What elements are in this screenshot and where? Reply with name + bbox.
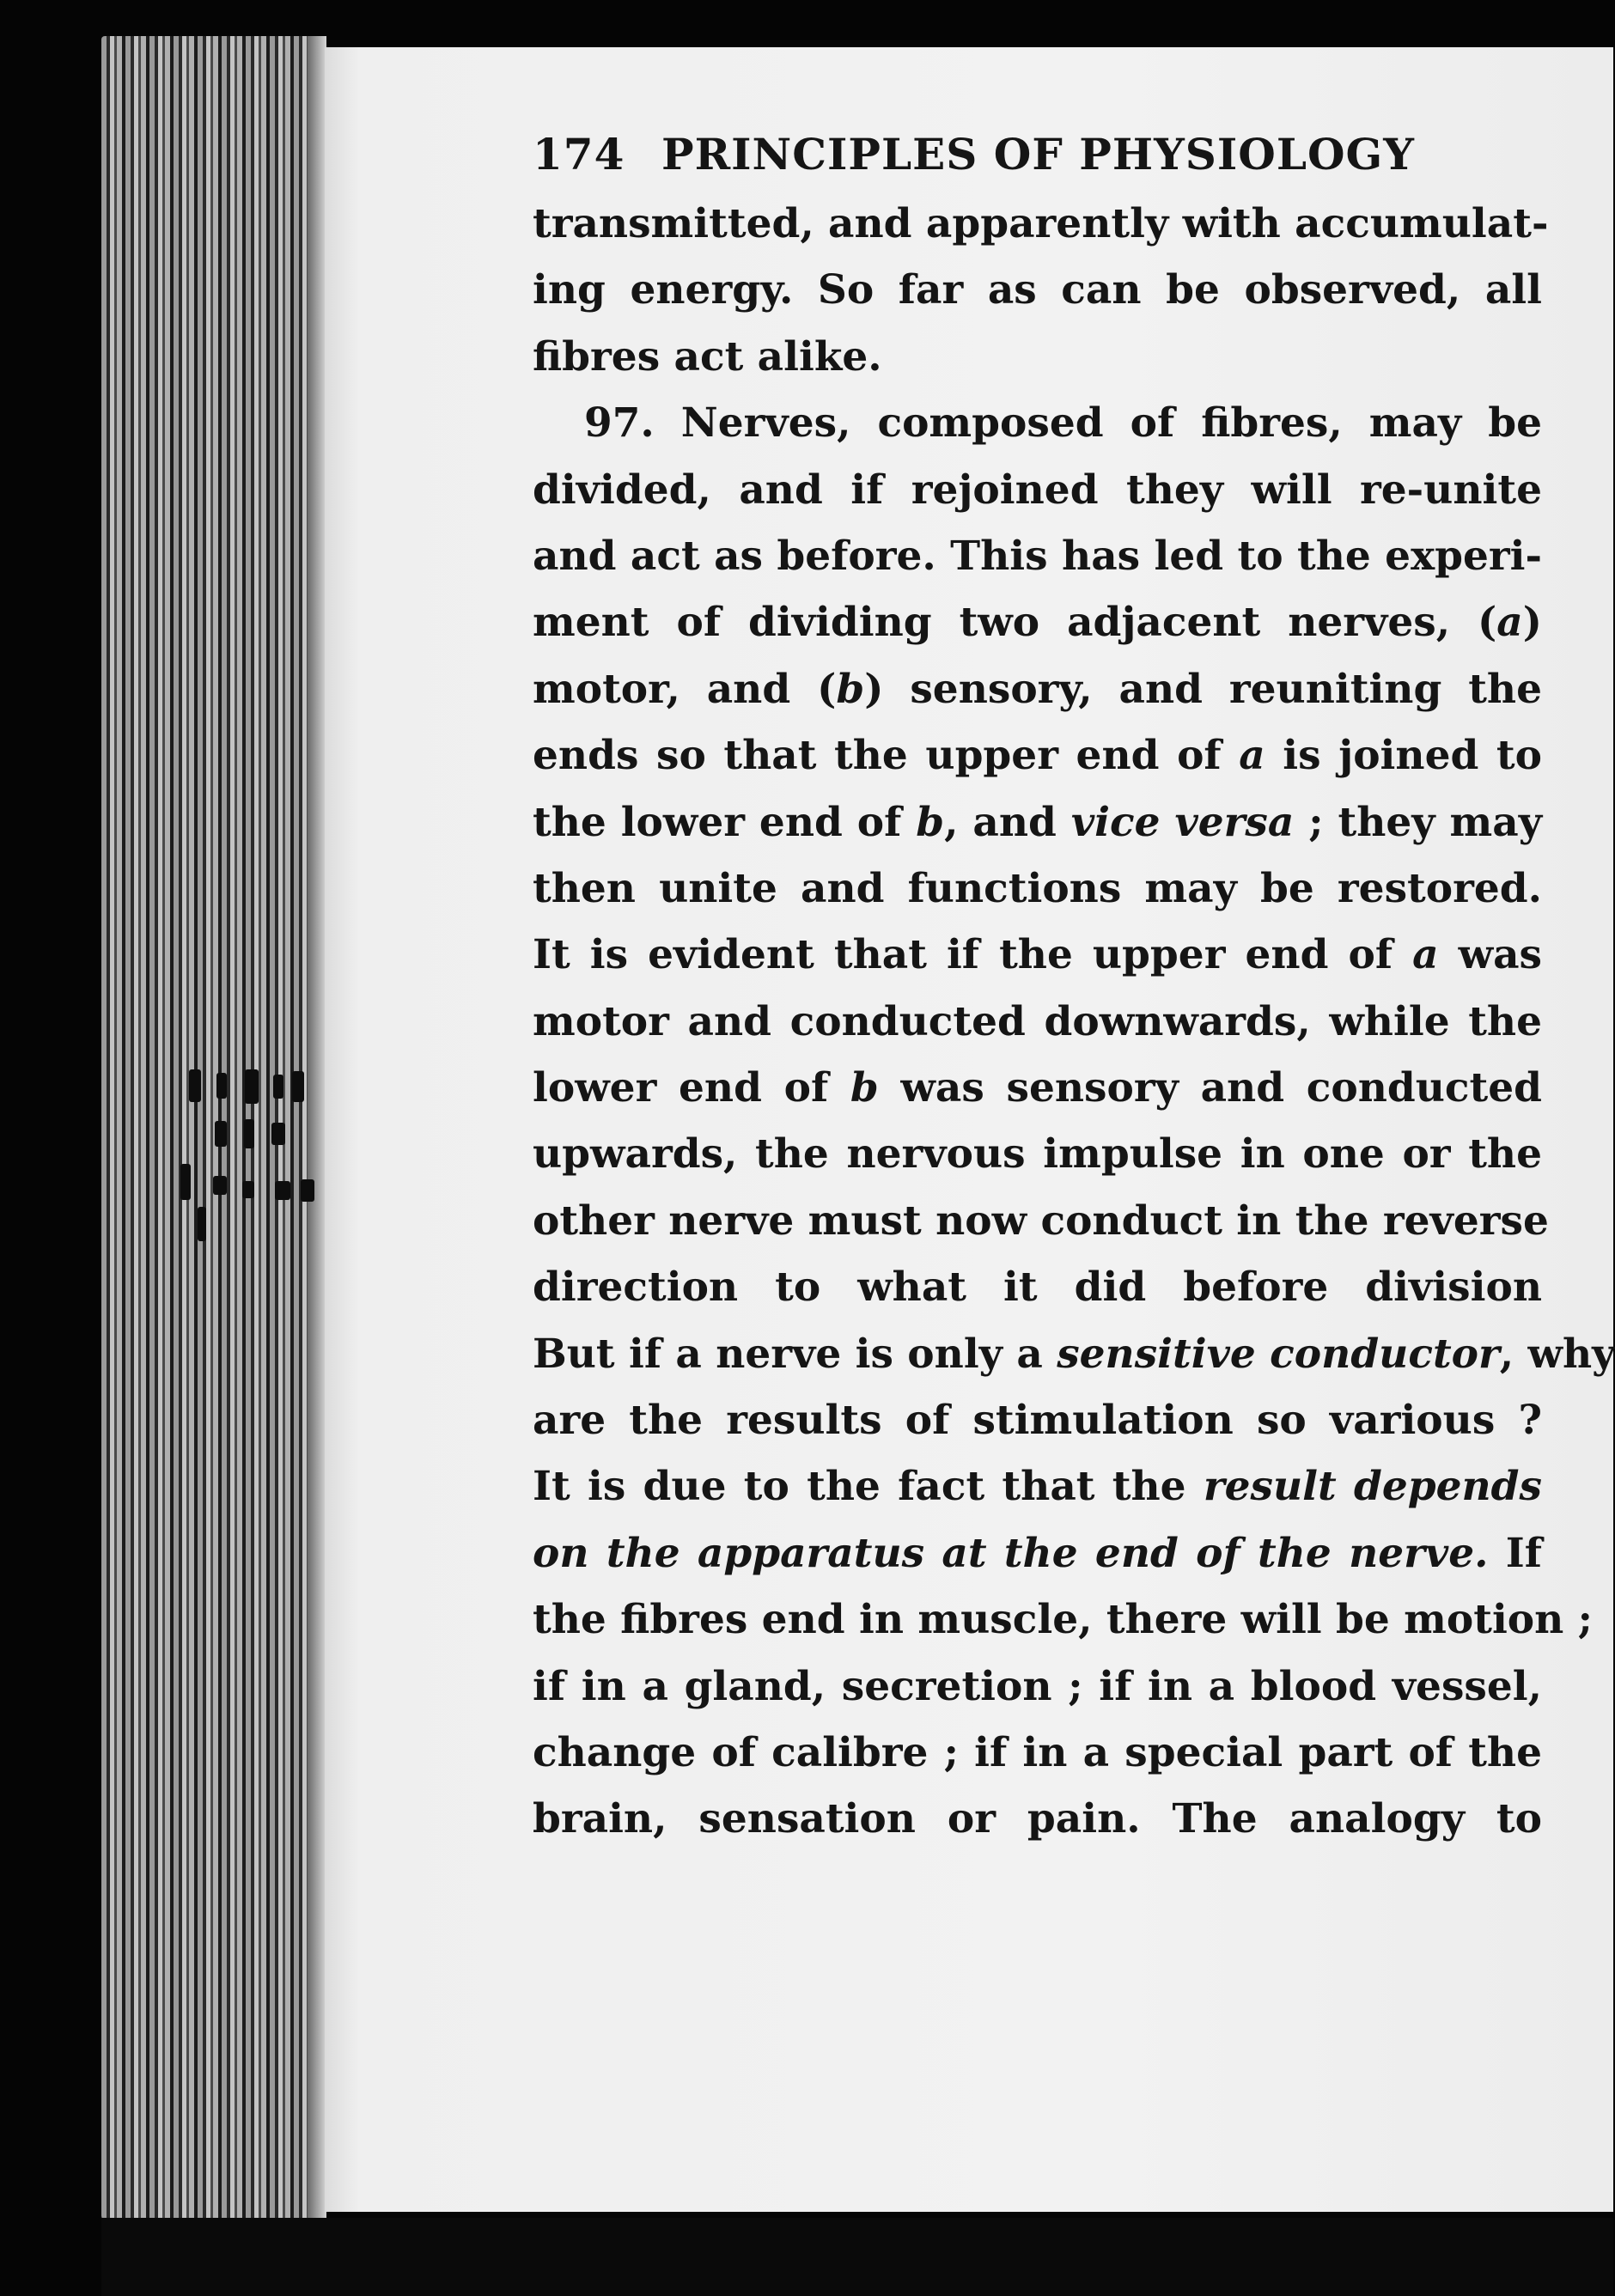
text-span: ; they may [1294, 798, 1543, 846]
text-span: other nerve must now conduct in the reverse [533, 1197, 1549, 1245]
text-span: brain, sensation or pain. The analogy to [533, 1795, 1542, 1843]
text-line [533, 1188, 1549, 1254]
text-span: the lower end of [533, 798, 917, 846]
text-span: ) [1522, 599, 1542, 647]
running-head-title: PRINCIPLES OF PHYSIOLOGY [661, 129, 1415, 180]
text-line [533, 1453, 1542, 1520]
text-span: then unite and functions may be restored. [533, 864, 1542, 912]
text-line [533, 1121, 1542, 1187]
text-line [533, 324, 1542, 390]
italic-text: a [1496, 599, 1523, 647]
page-number: 174 [533, 129, 625, 180]
italic-text: vice versa [1070, 798, 1295, 846]
body-text [533, 191, 1615, 1853]
text-span: , why [1499, 1330, 1615, 1378]
text-span: But if a nerve is only a [533, 1330, 1057, 1378]
text-span: was sensory and conducted [878, 1064, 1543, 1112]
text-line [533, 922, 1542, 988]
text-line [533, 856, 1542, 922]
text-span: It is due to the fact that the [533, 1463, 1204, 1511]
text-line [533, 1055, 1542, 1121]
text-line [533, 390, 1542, 456]
text-line [533, 1254, 1542, 1320]
text-line [533, 1786, 1542, 1852]
italic-text: sensitive conductor [1057, 1330, 1500, 1378]
text-span: transmitted, and apparently with accumulat- [533, 200, 1549, 247]
text-span: divided, and if rejoined they will re-unite [533, 466, 1542, 514]
text-span: change of calibre ; if in a special part of the [533, 1728, 1542, 1776]
text-line [533, 1387, 1542, 1453]
text-span: upwards, the nervous impulse in one or the [533, 1130, 1542, 1178]
italic-text: b [836, 665, 865, 713]
text-line [533, 589, 1542, 655]
text-span: It is evident that if the upper end of [533, 931, 1413, 979]
text-line [533, 523, 1542, 589]
text-span: if in a gland, secretion ; if in a blood vessel, [533, 1662, 1542, 1710]
text-span: ment of dividing two adjacent nerves, ( [533, 599, 1497, 647]
italic-text: a [1239, 732, 1265, 780]
text-line [533, 722, 1542, 789]
text-line [533, 1586, 1594, 1653]
text-span: was [1438, 931, 1542, 979]
text-span: ing energy. So far as can be observed, all [533, 266, 1542, 314]
scan-border [101, 2218, 1613, 2296]
italic-text: on the apparatus at the end of the nerve. [533, 1529, 1489, 1577]
text-line [533, 1520, 1542, 1586]
italic-text: b [916, 798, 945, 846]
text-span: , and [944, 798, 1071, 846]
text-line [533, 1321, 1615, 1387]
text-span: direction to what it did before division [533, 1264, 1542, 1312]
text-line [533, 656, 1542, 722]
text-span: fibres act alike. [533, 332, 882, 381]
text-span: ) sensory, and reuniting the [864, 665, 1543, 713]
text-line [533, 989, 1542, 1055]
page-text [533, 122, 1615, 1853]
page-edge-marks [163, 1069, 326, 1250]
text-span: If [1488, 1529, 1542, 1577]
text-span: motor and conducted downwards, while the [533, 997, 1542, 1045]
italic-text: b [850, 1064, 879, 1112]
text-line [533, 191, 1549, 257]
text-span: are the results of stimulation so various ? [533, 1397, 1542, 1445]
italic-text: a [1412, 931, 1439, 979]
running-head [533, 122, 1542, 191]
text-line [533, 1720, 1542, 1786]
text-span: lower end of [533, 1064, 850, 1112]
text-line [533, 1653, 1542, 1720]
text-line [533, 257, 1542, 323]
italic-text: result depends [1203, 1463, 1542, 1511]
text-span: motor, and ( [533, 665, 837, 713]
text-line [533, 457, 1542, 523]
text-span: is joined to [1265, 732, 1542, 780]
text-span: the fibres end in muscle, there will be motion ; [533, 1596, 1594, 1644]
text-line [533, 789, 1542, 856]
text-span: 97. Nerves, composed of fibres, may be [584, 399, 1542, 448]
text-span: and act as before. This has led to the experi- [533, 532, 1542, 580]
text-span: ends so that the upper end of [533, 732, 1240, 780]
